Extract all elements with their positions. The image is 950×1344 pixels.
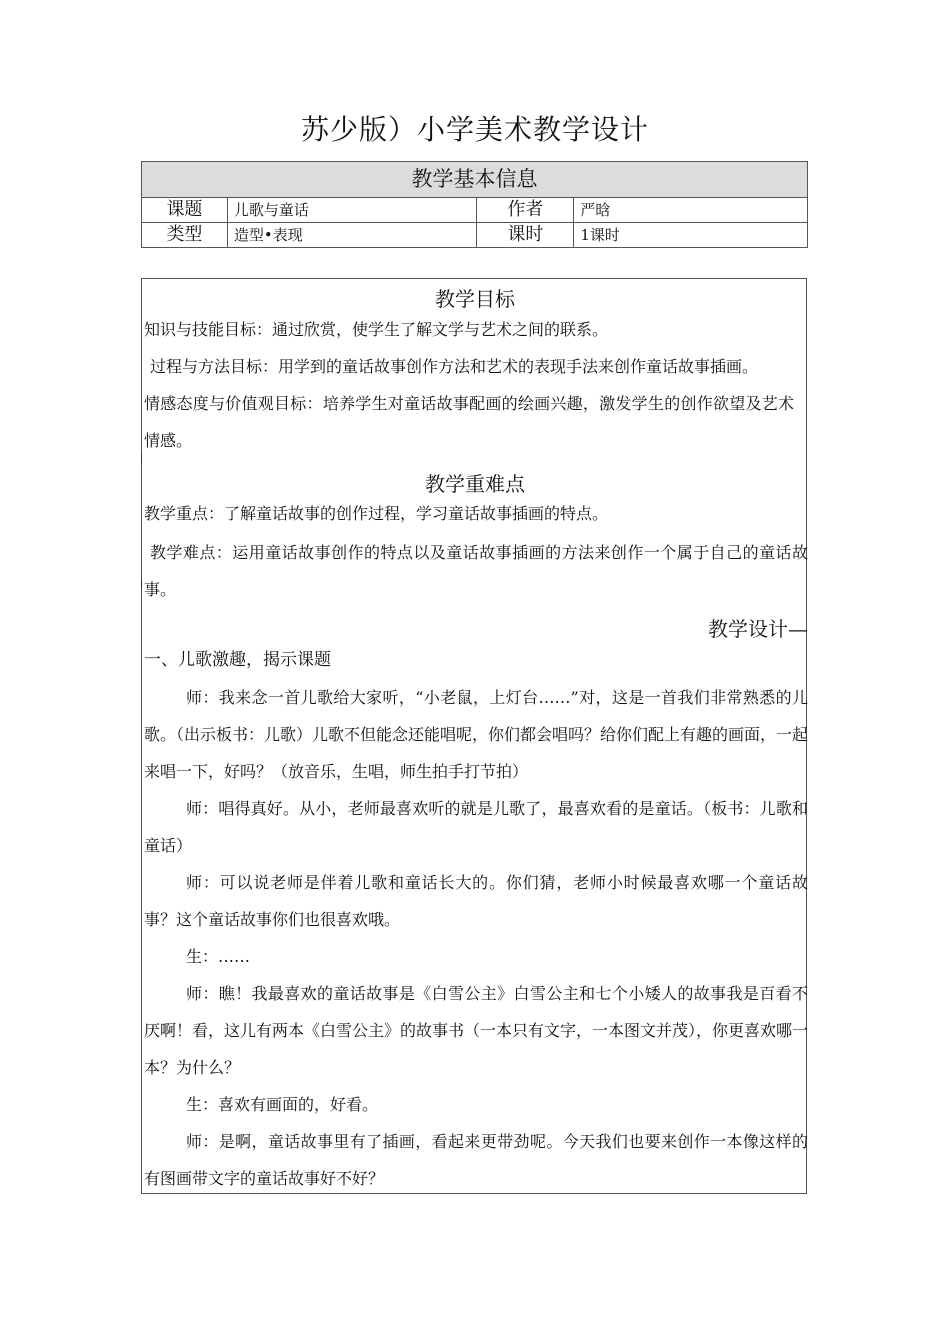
- lesson-content-box: [141, 278, 807, 1194]
- label-author: 作者: [477, 198, 574, 223]
- table-row: [142, 198, 808, 223]
- border-tick: [141, 579, 142, 589]
- dialogue-paragraph: 师：我来念一首儿歌给大家听，“小老鼠，上灯台……”对，这是一首我们非常熟悉的儿歌。（出示板书：儿歌）儿歌不但能念还能唱呢，你们都会唱吗？给你们配上有趣的画面，一起来唱一下，好吗？（放音乐，生唱，师生拍手打节拍）: [144, 688, 809, 781]
- objective-emotion: 情感态度与价值观目标：培养学生对童话故事配画的绘画兴趣，激发学生的创作欲望及艺术情感。: [144, 394, 794, 450]
- border-tick: [141, 454, 142, 464]
- basic-info-table: [141, 161, 808, 248]
- label-period: 课时: [477, 223, 574, 248]
- dialogue-paragraph: 师：唱得真好。从小，老师最喜欢听的就是儿歌了，最喜欢看的是童话。（板书：儿歌和童话）: [144, 799, 808, 855]
- key-points-heading: 教学重难点: [425, 472, 525, 496]
- design-heading: 教学设计—: [708, 617, 808, 641]
- value-type: 造型•表现: [227, 223, 477, 248]
- dialogue-paragraph: 生：喜欢有画面的，好看。: [186, 1095, 379, 1114]
- objective-knowledge: 知识与技能目标：通过欣赏，使学生了解文学与艺术之间的联系。: [144, 320, 609, 339]
- section-title: 一、儿歌激趣，揭示课题: [144, 650, 331, 670]
- label-topic: 课题: [142, 198, 228, 223]
- dialogue-paragraph: 师：是啊，童话故事里有了插画，看起来更带劲呢。今天我们也要来创作一本像这样的有图画带文字的童话故事好不好？: [144, 1132, 808, 1188]
- key-point-focus: 教学重点：了解童话故事的创作过程，学习童话故事插画的特点。: [144, 504, 609, 523]
- value-period: 1课时: [574, 223, 808, 248]
- label-type: 类型: [142, 223, 228, 248]
- document-title: 苏少版）小学美术教学设计: [300, 113, 649, 146]
- table-row: [142, 223, 808, 248]
- key-point-difficulty: 教学难点：运用童话故事创作的特点以及童话故事插画的方法来创作一个属于自己的童话故事。: [144, 543, 808, 599]
- objective-process: 过程与方法目标：用学到的童话故事创作方法和艺术的表现手法来创作童话故事插画。: [150, 357, 759, 376]
- value-author: 严晗: [574, 198, 808, 223]
- objectives-heading: 教学目标: [435, 287, 515, 311]
- dialogue-paragraph: 师：可以说老师是伴着儿歌和童话长大的。你们猜，老师小时候最喜欢哪一个童话故事？这个童话故事你们也很喜欢哦。: [144, 873, 808, 929]
- dialogue-paragraph: 生：……: [186, 947, 251, 966]
- dialogue-paragraph: 师：瞧！我最喜欢的童话故事是《白雪公主》白雪公主和七个小矮人的故事我是百看不厌啊！看，这儿有两本《白雪公主》的故事书（一本只有文字，一本图文并茂），你更喜欢哪一本？为什么？: [144, 984, 809, 1077]
- info-table-header: 教学基本信息: [142, 162, 808, 198]
- value-topic: 儿歌与童话: [227, 198, 477, 223]
